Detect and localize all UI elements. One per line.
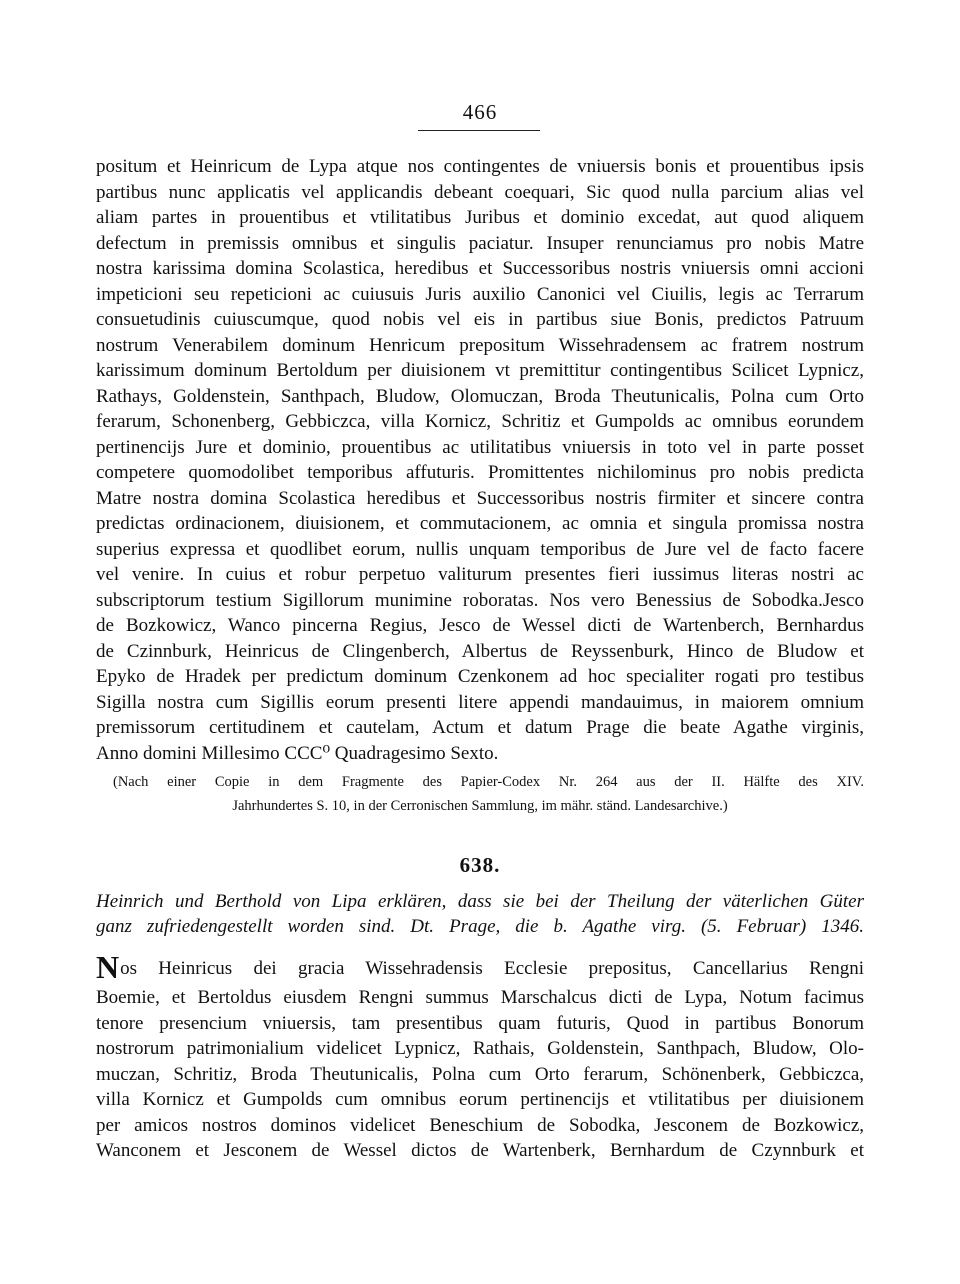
text-line: positum et Heinricum de Lypa atque nos contingentes de vniuersis bonis et prouentibus ipsis xyxy=(96,156,864,177)
text-line: impeticioni seu repeticioni ac cuiusuis Juris auxilio Canonici vel Ciuilis, legis ac Terrarum xyxy=(96,284,864,305)
text-line: ferarum, Schonenberg, Gebbiczca, villa Kornicz, Schritiz et Gumpolds ac omnibus eorundem xyxy=(96,411,864,432)
text-line: defectum in premissis omnibus et singulis paciatur. Insuper renunciamus pro nobis Matre xyxy=(96,233,864,254)
text-line: per amicos nostros dominos videlicet Beneschium de Sobodka, Jesconem de Bozkowicz, xyxy=(96,1115,864,1136)
source-note-line: Jahrhundertes S. 10, in der Cerronischen Sammlung, im mähr. ständ. Landesarchive.) xyxy=(232,798,728,814)
text-line: Boemie, et Bertoldus eiusdem Rengni summus Marschalcus dicti de Lypa, Notum facimus xyxy=(96,987,864,1008)
text-line: vel venire. In cuius et robur perpetuo valiturum presentes fieri iussimus literas nostri ac xyxy=(96,564,864,585)
text-line: de Bozkowicz, Wanco pincerna Regius, Jesco de Wessel dicti de Wartenberch, Bernhardus xyxy=(96,615,864,636)
text-line: tenore presencium vniuersis, tam presentibus quam futuris, Quod in partibus Bonorum xyxy=(96,1013,864,1034)
text-line: Wanconem et Jesconem de Wessel dictos de Wartenberk, Bernhardum de Czynnburk et xyxy=(96,1140,864,1161)
text-line: Matre nostra domina Scolastica heredibus et Successoribus nostris firmiter et sincere contra xyxy=(96,488,864,509)
text-line: nostrum Venerabilem dominum Henricum prepositum Wissehradensem ac fratrem nostrum xyxy=(96,335,864,356)
text-line: pertinencijs Jure et dominio, prouentibus ac utilitatibus vniuersis in toto vel in parte posset xyxy=(96,437,864,458)
text-line: nostrorum patrimonialium videlicet Lypnicz, Rathais, Goldenstein, Santhpach, Bludow, Olo- xyxy=(96,1038,864,1059)
text-line: aliam partes in prouentibus et vtilitatibus Juribus et dominio excedat, aut quod aliquem xyxy=(96,207,864,228)
drop-initial: N xyxy=(96,949,120,985)
text-line: Anno domini Millesimo CCC⁰ Quadragesimo Sexto. xyxy=(96,743,499,764)
text-line: competere quomodolibet temporibus affuturis. Promittentes nichilominus pro nobis predicta xyxy=(96,462,864,483)
text-line: superius expressa et quodlibet eorum, nullis unquam temporibus de Jure vel de facto facere xyxy=(96,539,864,560)
page-number: 466 xyxy=(462,100,498,124)
body-first-line xyxy=(96,949,864,985)
text-line: Sigilla nostra cum Sigillis eorum presenti litere appendi mandauimus, in maiorem omnium xyxy=(96,692,864,713)
header-rule xyxy=(418,130,540,131)
source-note-line: (Nach einer Copie in dem Fragmente des Papier-Codex Nr. 264 aus der II. Hälfte des XIV. xyxy=(113,774,864,790)
text-line: premissorum certitudinem et cautelam, Actum et datum Prage die beate Agathe virginis, xyxy=(96,717,864,738)
text-line: karissimum dominum Bertoldum per diuisionem vt premittitur contingentibus Scilicet Lypnicz, xyxy=(96,360,864,381)
text-line: predictas ordinacionem, diuisionem, et commutacionem, ac omnia et singula promissa nostra xyxy=(96,513,864,534)
text-line: os Heinricus dei gracia Wissehradensis Ecclesie prepositus, Cancellarius Rengni xyxy=(120,958,864,979)
text-line: villa Kornicz et Gumpolds cum omnibus eorum pertinencijs et vtilitatibus per diuisionem xyxy=(96,1089,864,1110)
text-line: Rathays, Goldenstein, Santhpach, Bludow, Olomuczan, Broda Theutunicalis, Polna cum Orto xyxy=(96,386,864,407)
text-line: consuetudinis cuiuscumque, quod nobis vel eis in partibus siue Bonis, predictos Patruum xyxy=(96,309,864,330)
heading-line: ganz zufriedengestellt worden sind. Dt. Prage, die b. Agathe virg. (5. Februar) 1346. xyxy=(96,916,864,937)
text-line: Epyko de Hradek per predictum dominum Czenkonem ad hoc specialiter rogati pro testibus xyxy=(96,666,864,687)
text-line: partibus nunc applicatis vel applicandis debeant coequari, Sic quod nulla parcium alias vel xyxy=(96,182,864,203)
text-line: subscriptorum testium Sigillorum munimine roboratas. Nos vero Benessius de Sobodka.Jesco xyxy=(96,590,864,611)
heading-line: Heinrich und Berthold von Lipa erklären, dass sie bei der Theilung der väterlichen Güter xyxy=(96,891,864,912)
text-line: muczan, Schritiz, Broda Theutunicalis, Polna cum Orto ferarum, Schönenberk, Gebbiczca, xyxy=(96,1064,864,1085)
text-line: nostra karissima domina Scolastica, heredibus et Successoribus nostris vniuersis omni accioni xyxy=(96,258,864,279)
text-line: de Czinnburk, Heinricus de Clingenberch, Albertus de Reyssenburk, Hinco de Bludow et xyxy=(96,641,864,662)
document-number: 638. xyxy=(459,853,501,877)
